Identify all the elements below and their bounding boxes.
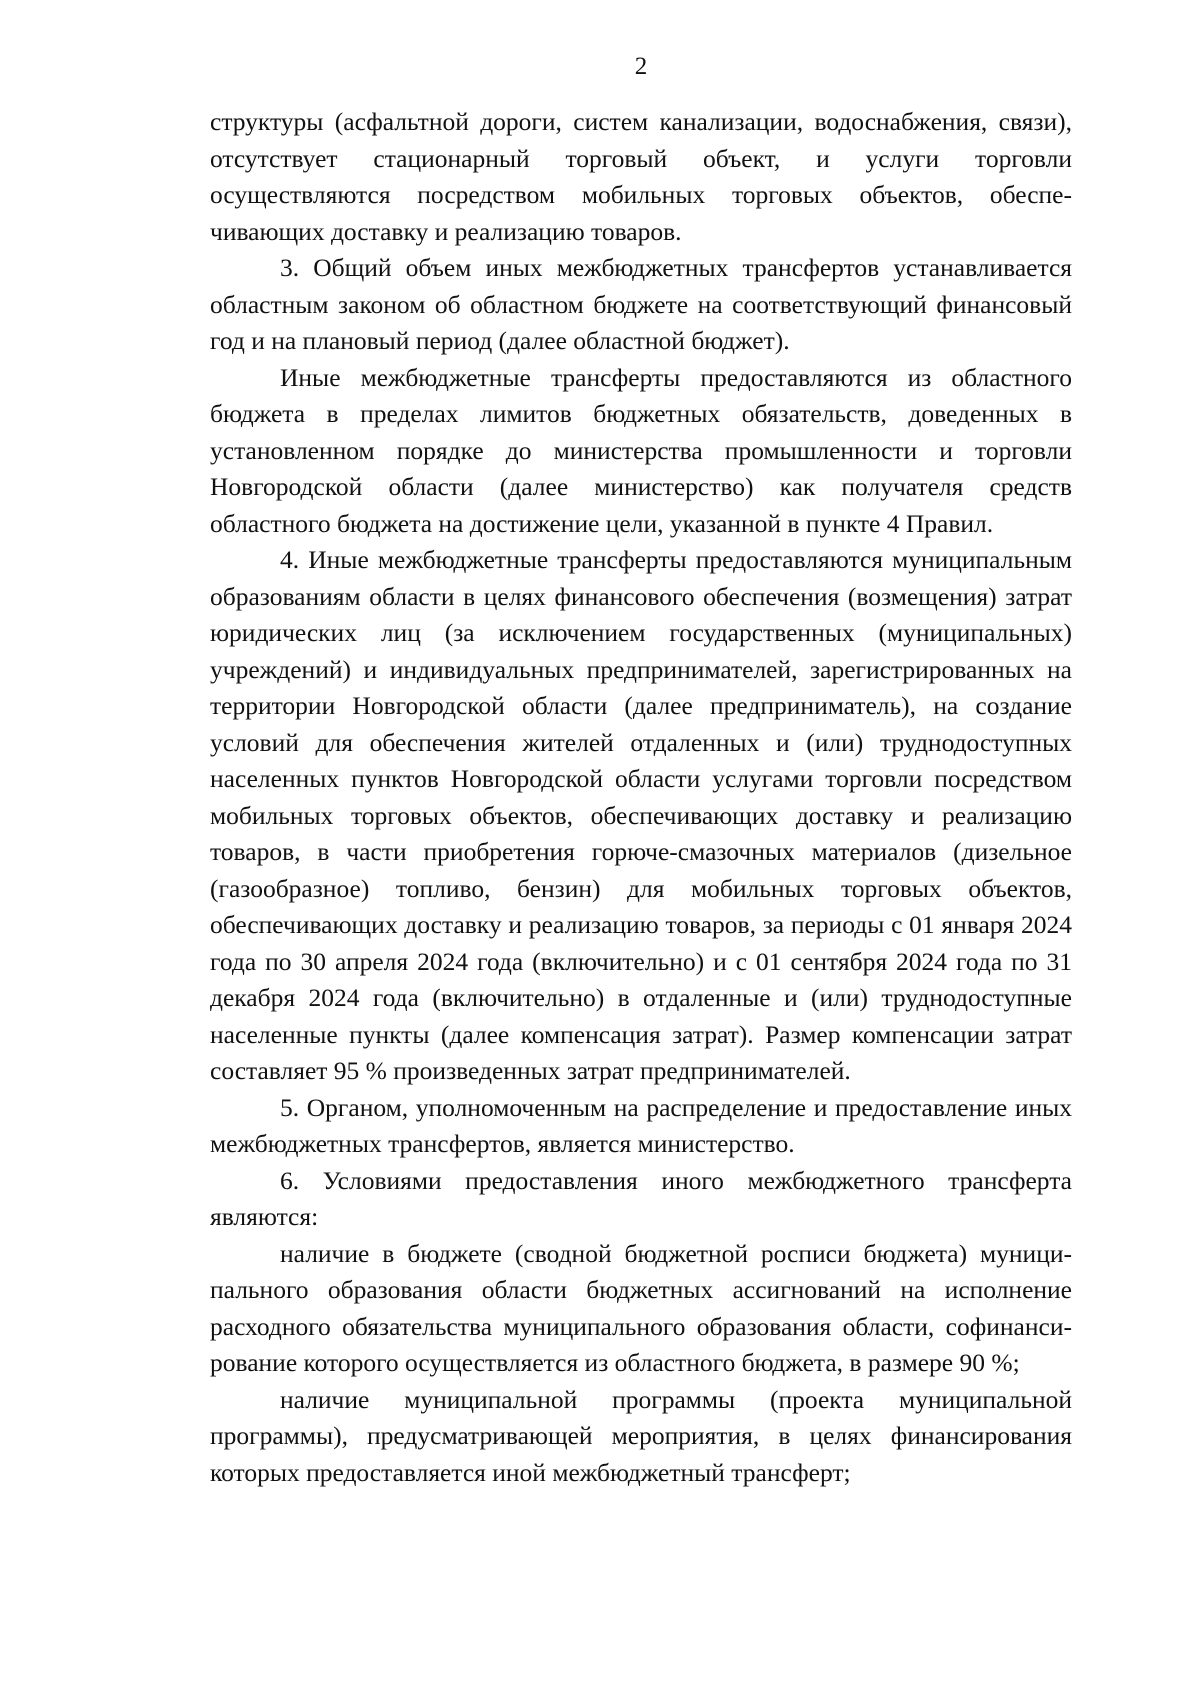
- paragraph-item-6: 6. Условиями предоставления иного межбюджетного трансферта являются:: [210, 1165, 1072, 1231]
- paragraph-item-4: 4. Иные межбюджетные трансферты предоставляются муниципальным образованиям области в целях финансового обеспечения (возмещения) затрат юридических лиц (за исключением государственных (муниципальных) учреждений) и индивидуальных предпринимателей, зарегистрированных на территории Новгородской области (далее предприниматель), на создание условий для обеспечения жителей отдаленных и (или) труднодоступных населенных пунктов Новгородской области услугами торговли посредством мобильных торговых объектов, обеспечивающих доставку и реализацию товаров, в части приобретения горюче-смазочных материалов (дизельное (газообразное) топливо, бензин) для мобильных торговых объектов, обеспечивающих доставку и реализацию товаров, за периоды с 01 января 2024 года по 30 апреля 2024 года (включительно) и с 01 сентября 2024 года по 31 декабря 2024 года (включительно) в отдаленные и (или) труднодоступные населенные пункты (далее компенсация затрат). Размер компенсации затрат составляет 95 % произведенных затрат предпринимателей.: [210, 545, 1072, 1085]
- paragraph-item-5: 5. Органом, уполномоченным на распределение и предоставление иных межбюджетных трансфертов, является министерство.: [210, 1092, 1072, 1158]
- page-number: 2: [634, 53, 648, 80]
- document-body: [210, 104, 1072, 1491]
- paragraph-continuation: структуры (асфальтной дороги, систем канализации, водоснабжения, связи), отсутствует стационарный торговый объект, и услуги торговли осуществляются посредством мобильных торговых объектов, обеспечивающих доставку и реализацию товаров.: [210, 107, 1072, 246]
- paragraph-condition-program: наличие муниципальной программы (проекта муниципальной программы), предусматривающей мероприятия, в целях финансирования которых предоставляется иной межбюджетный трансферт;: [210, 1384, 1072, 1487]
- paragraph-item-3: 3. Общий объем иных межбюджетных трансфертов устанавливается областным законом об областном бюджете на соответствующий финансовый год и на плановый период (далее областной бюджет).: [210, 253, 1072, 355]
- paragraph-budget-limits: Иные межбюджетные трансферты предоставляются из областного бюджета в пределах лимитов бюджетных обязательств, доведенных в установленном порядке до министерства промышленности и торговли Новгородской области (далее министерство) как получателя средств областного бюджета на достижение цели, указанной в пункте 4 Правил.: [210, 362, 1072, 538]
- paragraph-condition-budget: наличие в бюджете (сводной бюджетной росписи бюджета) муниципального образования области бюджетных ассигнований на исполнение расходного обязательства муниципального образования области, софинансирование которого осуществляется из областного бюджета, в размере 90 %;: [210, 1238, 1072, 1377]
